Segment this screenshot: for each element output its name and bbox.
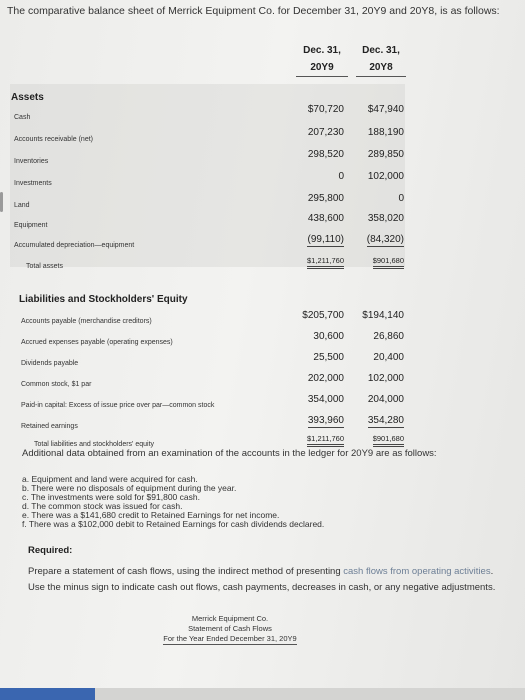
bottom-toolbar bbox=[0, 688, 525, 700]
liability-value-20y8: 20,400 bbox=[373, 352, 404, 363]
liability-label: Dividends payable bbox=[21, 360, 79, 367]
liability-value-20y9: 202,000 bbox=[307, 373, 344, 384]
total-assets-20y8: $901,680 bbox=[352, 256, 404, 265]
asset-value-20y8: $47,940 bbox=[367, 104, 404, 115]
asset-label: Accounts receivable (net) bbox=[14, 136, 93, 143]
scroll-marker bbox=[0, 192, 3, 212]
list-item: c. The investments were sold for $91,800 cash. bbox=[22, 492, 200, 502]
additional-items-list bbox=[22, 475, 324, 529]
company-name: Merrick Equipment Co. bbox=[191, 614, 269, 623]
asset-value-20y9: 298,520 bbox=[307, 149, 344, 160]
intro-text: The comparative balance sheet of Merrick Equipment Co. for December 31, 20Y9 and 20Y8, is as follows: bbox=[7, 5, 500, 17]
liability-value-20y9: $205,700 bbox=[302, 310, 344, 321]
liability-value-20y8: 26,860 bbox=[373, 331, 404, 342]
asset-label: Land bbox=[14, 202, 30, 209]
liability-value-20y8: 102,000 bbox=[367, 373, 404, 384]
additional-data-text: Additional data obtained from an examination of the accounts in the ledger for 20Y9 are as follows: bbox=[22, 448, 437, 459]
liability-value-20y8: $194,140 bbox=[362, 310, 404, 321]
asset-value-20y9: 207,230 bbox=[307, 127, 344, 138]
asset-value-20y9: 0 bbox=[338, 171, 344, 182]
asset-label: Inventories bbox=[14, 158, 49, 165]
liability-value-20y9: 393,960 bbox=[307, 415, 344, 426]
list-item: a. Equipment and land were acquired for cash. bbox=[22, 474, 198, 484]
liability-label: Accrued expenses payable (operating expenses) bbox=[21, 339, 173, 346]
asset-label: Cash bbox=[14, 114, 31, 121]
liability-label: Common stock, $1 par bbox=[21, 381, 92, 388]
cash-flows-link[interactable]: cash flows from operating activities bbox=[343, 566, 491, 577]
liability-value-20y8: 204,000 bbox=[367, 394, 404, 405]
liability-label: Retained earnings bbox=[21, 423, 78, 430]
liability-value-20y9: 25,500 bbox=[313, 352, 344, 363]
total-assets-20y9: $1,211,760 bbox=[292, 256, 344, 265]
statement-period: For the Year Ended December 31, 20Y9 bbox=[163, 634, 297, 643]
required-heading: Required: bbox=[28, 545, 73, 556]
asset-label: Equipment bbox=[14, 222, 48, 229]
instructions-text: Prepare a statement of cash flows, using the indirect method of presenting cash flows from operating activities. Use the minus sign to indicate cash out flows, cash payments, decreases in cash, or any negative adjustments. bbox=[28, 566, 496, 593]
total-liabilities-20y9: $1,211,760 bbox=[292, 434, 344, 443]
column-header-20y8: Dec. 31, 20Y8 bbox=[356, 42, 406, 77]
assets-heading: Assets bbox=[11, 92, 44, 103]
total-assets-label: Total assets bbox=[26, 263, 63, 270]
assets-section-background bbox=[10, 84, 405, 267]
asset-value-20y8: 289,850 bbox=[367, 149, 404, 160]
liability-label: Paid-in capital: Excess of issue price over par—common stock bbox=[21, 402, 215, 409]
asset-label: Accumulated depreciation—equipment bbox=[14, 242, 135, 249]
total-liabilities-label: Total liabilities and stockholders' equity bbox=[34, 441, 155, 448]
asset-value-20y9: 438,600 bbox=[307, 213, 344, 224]
asset-value-20y8: 188,190 bbox=[367, 127, 404, 138]
list-item: b. There were no disposals of equipment during the year. bbox=[22, 483, 237, 493]
liability-value-20y9: 354,000 bbox=[307, 394, 344, 405]
asset-value-20y9: $70,720 bbox=[307, 104, 344, 115]
asset-value-20y9: (99,110) bbox=[307, 234, 344, 245]
liability-label: Accounts payable (merchandise creditors) bbox=[21, 318, 152, 325]
asset-value-20y8: 0 bbox=[398, 193, 404, 204]
liability-value-20y9: 30,600 bbox=[313, 331, 344, 342]
asset-value-20y8: (84,320) bbox=[366, 234, 404, 245]
asset-value-20y8: 358,020 bbox=[367, 213, 404, 224]
list-item: e. There was a $141,680 credit to Retained Earnings for net income. bbox=[22, 510, 280, 520]
asset-label: Investments bbox=[14, 180, 52, 187]
total-liabilities-20y8: $901,680 bbox=[352, 434, 404, 443]
statement-title: Statement of Cash Flows bbox=[188, 624, 272, 633]
list-item: d. The common stock was issued for cash. bbox=[22, 501, 183, 511]
asset-value-20y8: 102,000 bbox=[367, 171, 404, 182]
statement-heading bbox=[150, 614, 310, 645]
column-header-20y9: Dec. 31, 20Y9 bbox=[296, 42, 348, 77]
list-item: f. There was a $102,000 debit to Retained Earnings for cash dividends declared. bbox=[22, 519, 325, 529]
liabilities-heading: Liabilities and Stockholders' Equity bbox=[19, 294, 188, 305]
asset-value-20y9: 295,800 bbox=[307, 193, 344, 204]
liability-value-20y8: 354,280 bbox=[367, 415, 404, 426]
